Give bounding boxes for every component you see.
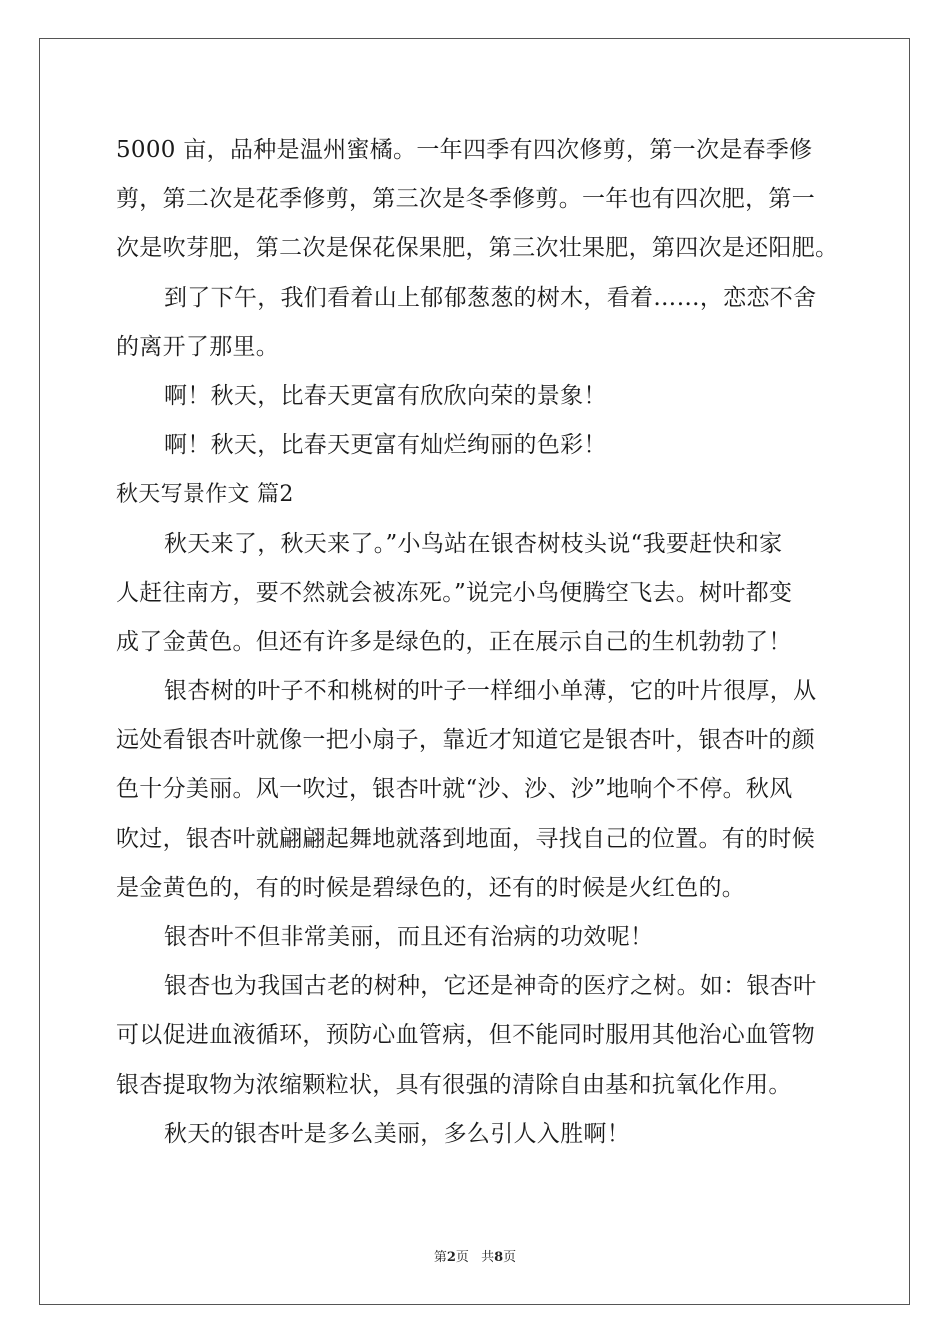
text-line: 的离开了那里。 (116, 333, 280, 360)
text-line: 成了金黄色。但还有许多是绿色的，正在展示自己的生机勃勃了！ (116, 628, 792, 655)
document-body (116, 126, 839, 1159)
text-line: 啊！秋天，比春天更富有欣欣向荣的景象！ (164, 382, 607, 409)
total-pages: 8 (494, 1250, 504, 1265)
text-line: 银杏叶不但非常美丽，而且还有治病的功效呢！ (164, 924, 654, 950)
text-line: 秋天来了，秋天来了。”小鸟站在银杏树枝头说“我要赶快和家 (164, 530, 783, 557)
total-pages-indicator: 共8页 (481, 1250, 517, 1265)
text-line: 可以促进血液循环，预防心血管病，但不能同时服用其他治心血管物 (116, 1022, 815, 1049)
page-footer (0, 1246, 950, 1265)
text-line: 啊！秋天，比春天更富有灿烂绚丽的色彩！ (164, 432, 607, 459)
section-heading: 秋天写景作文 篇2 (116, 482, 294, 508)
text-line: 银杏提取物为浓缩颗粒状，具有很强的清除自由基和抗氧化作用。 (116, 1071, 792, 1098)
text-line: 秋天的银杏叶是多么美丽，多么引人入胜啊！ (164, 1120, 630, 1147)
text-line: 吹过，银杏叶就翩翩起舞地就落到地面，寻找自己的位置。有的时候 (116, 825, 815, 852)
text-line: 剪，第二次是花季修剪，第三次是冬季修剪。一年也有四次肥，第一 (116, 186, 815, 213)
text-line: 次是吹芽肥，第二次是保花保果肥，第三次壮果肥，第四次是还阳肥。 (116, 235, 839, 262)
text-line: 色十分美丽。风一吹过，银杏叶就“沙、沙、沙”地响个不停。秋风 (116, 776, 793, 803)
text-line: 银杏也为我国古老的树种，它还是神奇的医疗之树。如：银杏叶 (164, 973, 817, 1000)
page-indicator: 第2页 (433, 1250, 469, 1265)
text-line: 是金黄色的，有的时候是碧绿色的，还有的时候是火红色的。 (116, 874, 746, 901)
text-line: 5000 亩，品种是温州蜜橘。一年四季有四次修剪，第一次是春季修 (116, 137, 813, 163)
text-line: 远处看银杏叶就像一把小扇子，靠近才知道它是银杏叶，银杏叶的颜 (116, 727, 815, 754)
page-number: 2 (446, 1250, 456, 1265)
text-line: 人赶往南方，要不然就会被冻死。”说完小鸟便腾空飞去。树叶都变 (116, 579, 793, 606)
text-line: 银杏树的叶子不和桃树的叶子一样细小单薄，它的叶片很厚，从 (164, 678, 817, 705)
text-line: 到了下午，我们看着山上郁郁葱葱的树木，看着……，恋恋不舍 (164, 284, 817, 311)
